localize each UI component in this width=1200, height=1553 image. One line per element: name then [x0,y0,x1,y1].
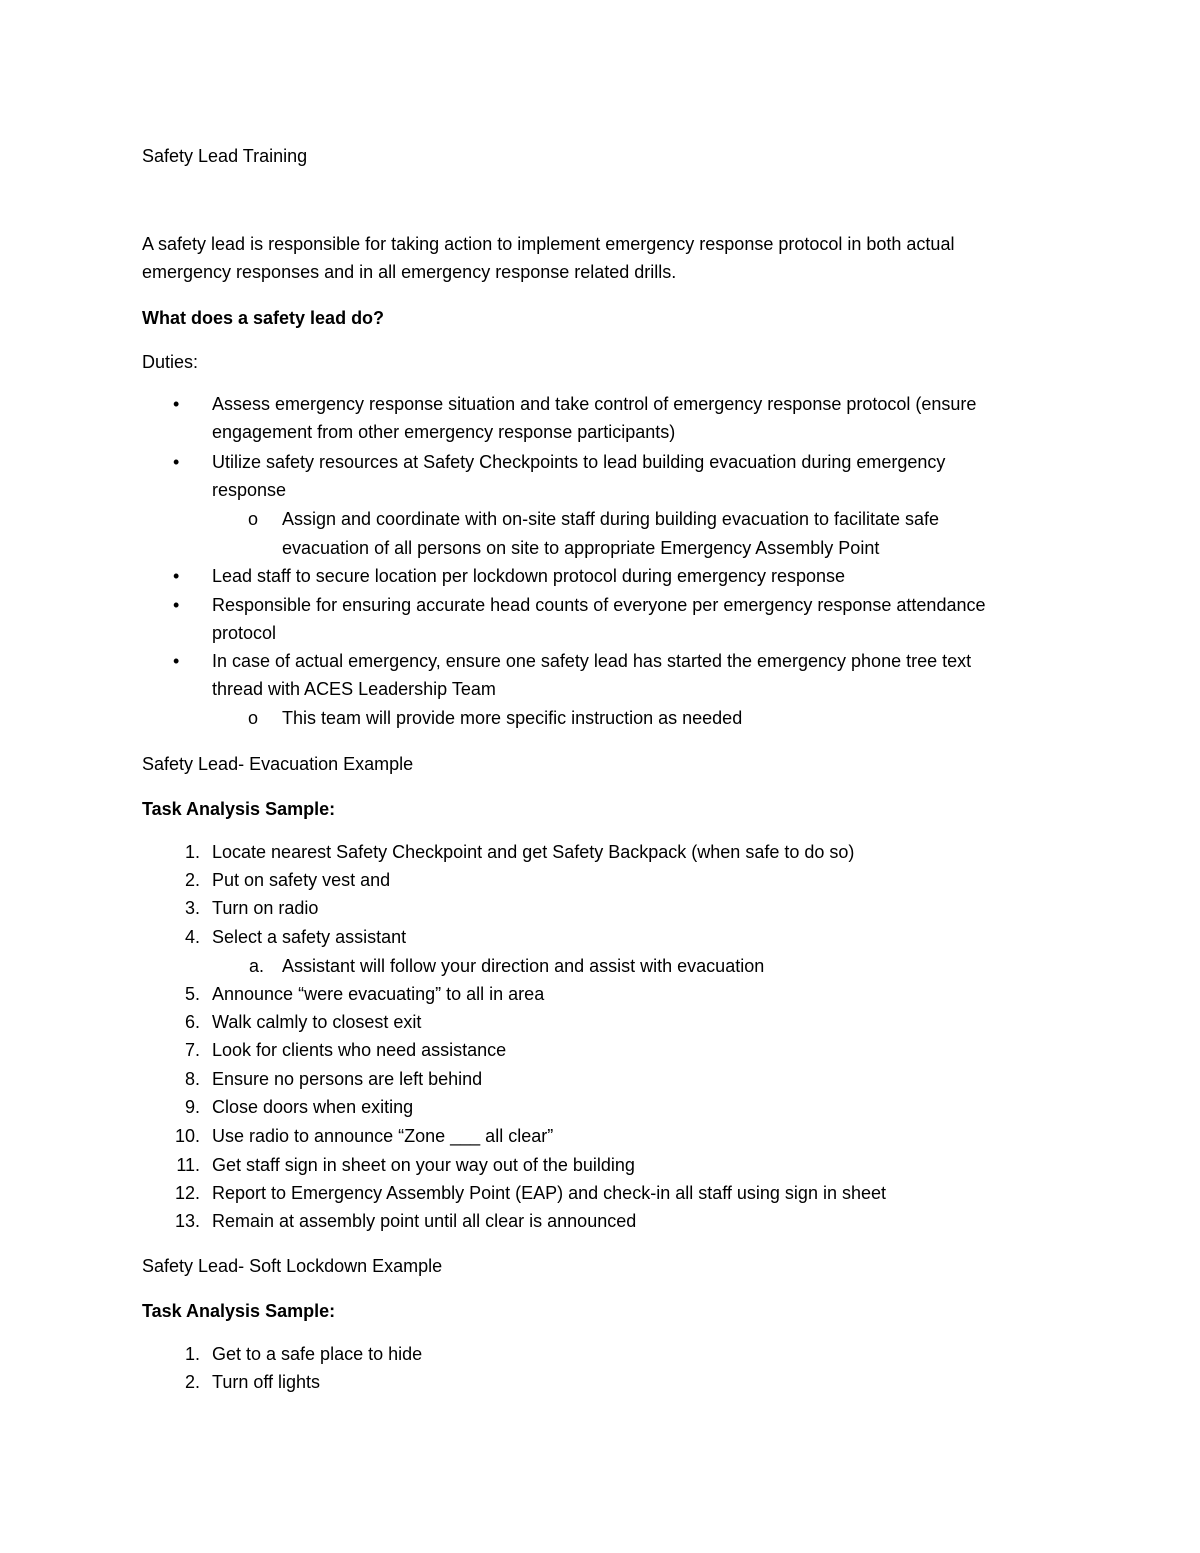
step-text: Walk calmly to closest exit [212,1012,422,1032]
step-number: 10. [174,1126,200,1146]
step-text: Turn off lights [212,1372,321,1392]
lockdown-heading: Safety Lead- Soft Lockdown Example [142,1256,443,1276]
duty-item-cont: engagement from other emergency response participants) [212,422,676,442]
step-text: Look for clients who need assistance [212,1040,507,1060]
step-text: Ensure no persons are left behind [212,1069,483,1089]
duty-subitem: This team will provide more specific instruction as needed [282,708,743,728]
duty-item: Lead staff to secure location per lockdown protocol during emergency response [212,566,846,586]
bullet-icon: • [173,566,180,586]
step-text: Report to Emergency Assembly Point (EAP) and check-in all staff using sign in sheet [212,1183,886,1203]
step-text: Remain at assembly point until all clear is announced [212,1211,637,1231]
step-text: Turn on radio [212,898,319,918]
duty-item-cont: response [212,480,287,500]
sub-bullet-icon: o [248,708,259,728]
sub-bullet-icon: o [248,509,259,529]
step-number: 1. [184,1344,200,1364]
bullet-icon: • [173,452,180,472]
intro-line-2: emergency responses and in all emergency response related drills. [142,262,677,282]
step-number: 6. [184,1012,200,1032]
bullet-icon: • [173,394,180,414]
step-number: 1. [184,842,200,862]
document-title: Safety Lead Training [142,146,308,166]
task-analysis-heading: Task Analysis Sample: [142,1301,336,1321]
step-number: 2. [184,1372,200,1392]
section-heading: What does a safety lead do? [142,308,385,328]
duties-label: Duties: [142,352,199,372]
duty-item: Responsible for ensuring accurate head counts of everyone per emergency response attendance [212,595,986,615]
step-text: Locate nearest Safety Checkpoint and get Safety Backpack (when safe to do so) [212,842,855,862]
duty-item: In case of actual emergency, ensure one safety lead has started the emergency phone tree text [212,651,972,671]
bullet-icon: • [173,595,180,615]
step-text: Use radio to announce “Zone ___ all clear” [212,1126,554,1146]
step-number: 2. [184,870,200,890]
step-text: Get staff sign in sheet on your way out of the building [212,1155,635,1175]
evacuation-heading: Safety Lead- Evacuation Example [142,754,414,774]
step-text: Get to a safe place to hide [212,1344,423,1364]
step-number: 3. [184,898,200,918]
duty-item: Assess emergency response situation and take control of emergency response protocol (ensure [212,394,977,414]
step-number: 11. [176,1155,200,1175]
step-text: Close doors when exiting [212,1097,414,1117]
step-number: 12. [174,1183,200,1203]
step-number: 8. [184,1069,200,1089]
step-text: Put on safety vest and [212,870,391,890]
duty-item: Utilize safety resources at Safety Checkpoints to lead building evacuation during emergency [212,452,946,472]
substep-text: Assistant will follow your direction and assist with evacuation [282,956,765,976]
bullet-icon: • [173,651,180,671]
step-text: Select a safety assistant [212,927,407,947]
step-number: 13. [174,1211,200,1231]
intro-line-1: A safety lead is responsible for taking action to implement emergency response protocol in both actual [142,234,955,254]
step-number: 9. [184,1097,200,1117]
step-number: 5. [184,984,200,1004]
task-analysis-heading: Task Analysis Sample: [142,799,336,819]
step-text: Announce “were evacuating” to all in area [212,984,545,1004]
step-number: 7. [184,1040,200,1060]
duty-item-cont: protocol [212,623,277,643]
duty-item-cont: thread with ACES Leadership Team [212,679,496,699]
duty-subitem-cont: evacuation of all persons on site to appropriate Emergency Assembly Point [282,538,880,558]
step-number: 4. [184,927,200,947]
duty-subitem: Assign and coordinate with on-site staff during building evacuation to facilitate safe [282,509,940,529]
substep-letter: a. [248,956,264,976]
